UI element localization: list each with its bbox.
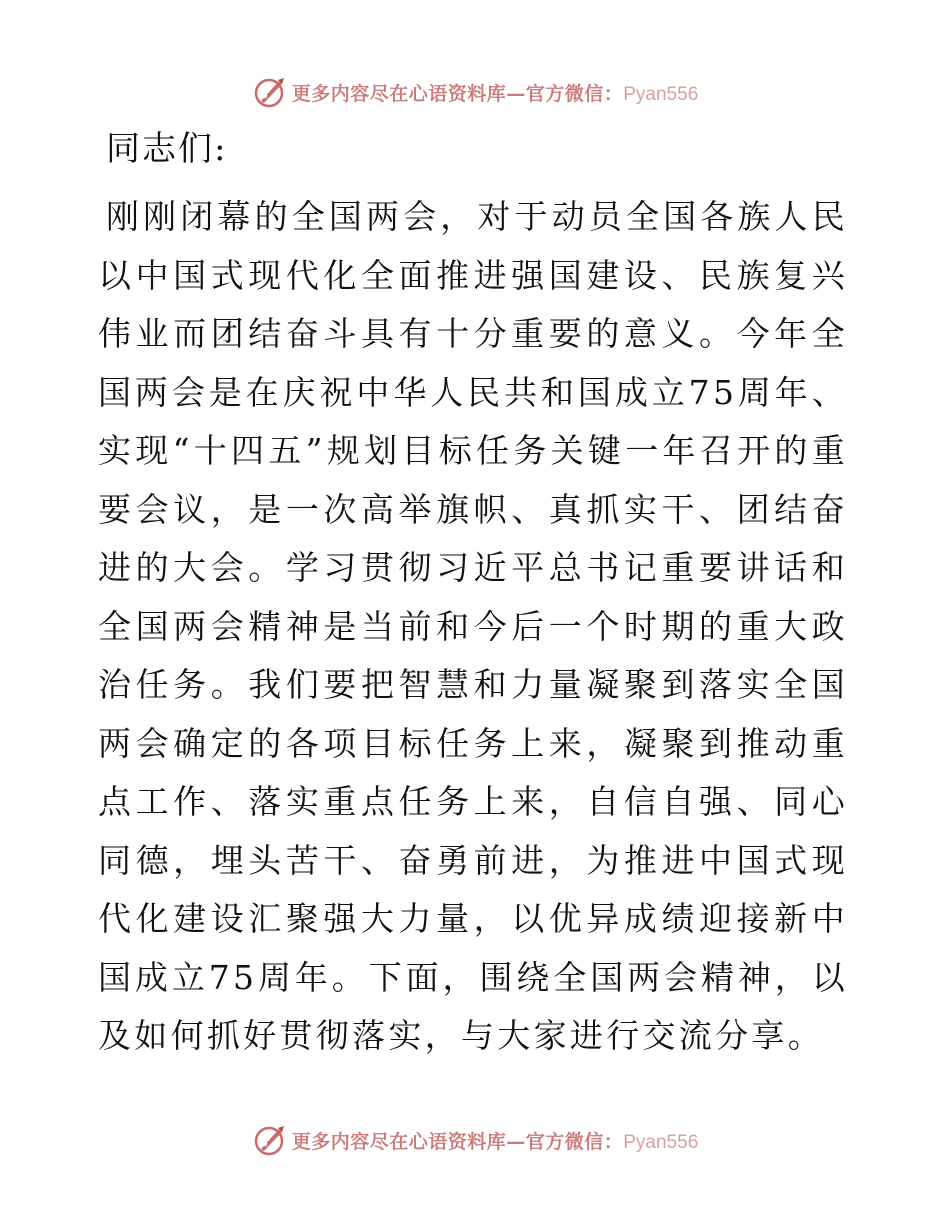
footer-watermark — [0, 1120, 950, 1160]
body-paragraph: 刚刚闭幕的全国两会，对于动员全国各族人民以中国式现代化全面推进强国建设、民族复兴伟业而团结奋斗具有十分重要的意义。今年全国两会是在庆祝中华人民共和国成立75周年、实现“十四五”规划目标任务关键一年召开的重要会议，是一次高举旗帜、真抓实干、团结奋进的大会。学习贯彻习近平总书记重要讲话和全国两会精神是当前和今后一个时期的重大政治任务。我们要把智慧和力量凝聚到落实全国两会确定的各项目标任务上来，凝聚到推动重点工作、落实重点任务上来，自信自强、同心同德，埋头苦干、奋勇前进，为推进中国式现代化建设汇聚强大力量，以优异成绩迎接新中国成立75周年。下面，围绕全国两会精神，以及如何抓好贯彻落实，与大家进行交流分享。 — [98, 197, 848, 1055]
wechat-id: Pyan556 — [623, 1131, 699, 1153]
wechat-id: Pyan556 — [623, 83, 699, 105]
header-watermark — [0, 72, 950, 112]
watermark-text: 更多内容尽在心语资料库—官方微信：Pyan556 — [291, 82, 699, 105]
quill-logo-icon — [252, 1122, 288, 1158]
watermark-text: 更多内容尽在心语资料库—官方微信：Pyan556 — [291, 1130, 699, 1153]
salutation: 同志们: — [106, 129, 228, 169]
document-body — [98, 124, 848, 1066]
quill-logo-icon — [252, 74, 288, 110]
